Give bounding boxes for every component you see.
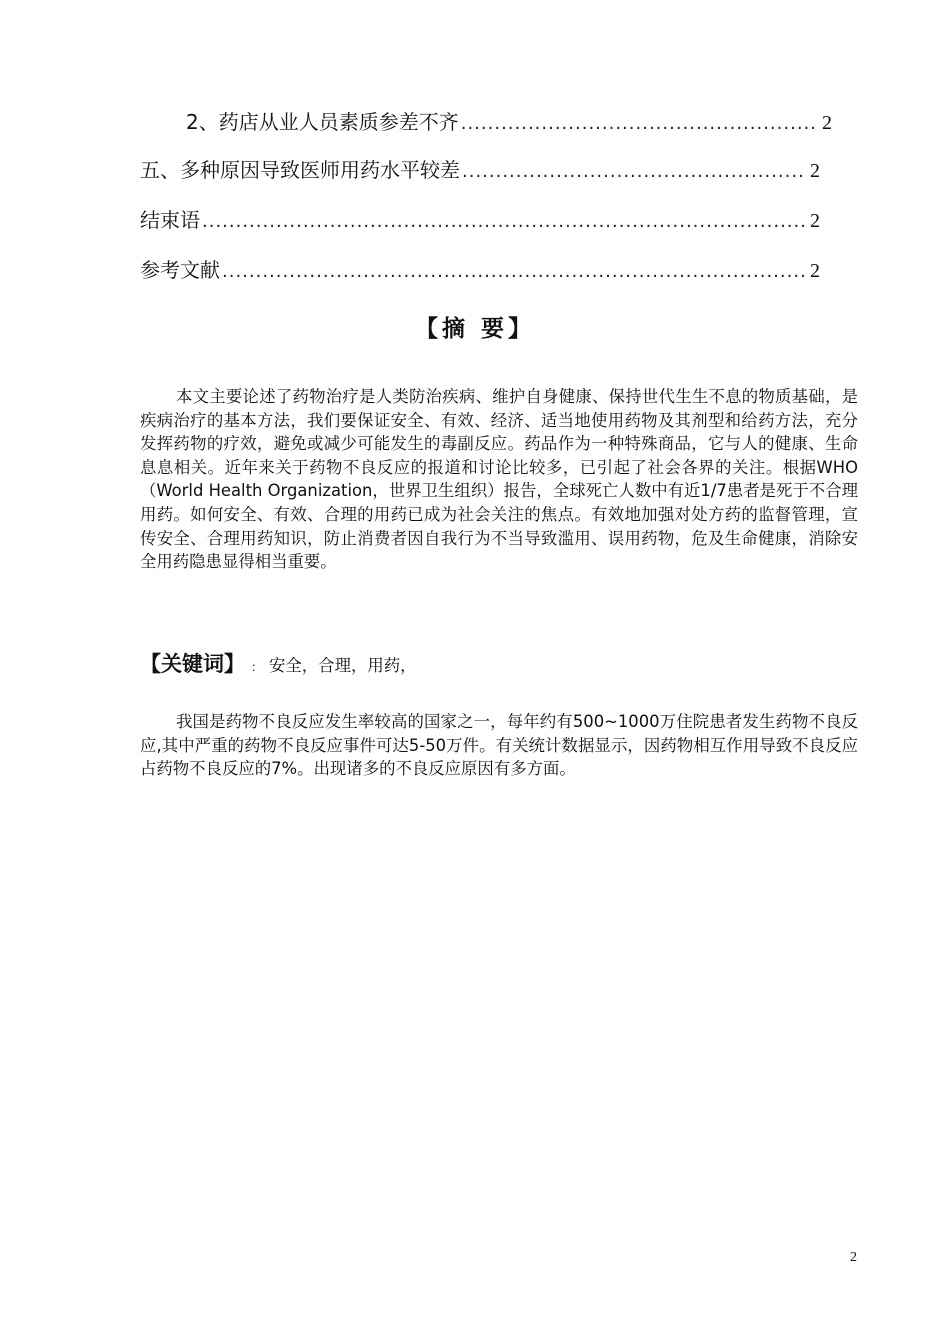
toc-entry-title: 五、多种原因导致医师用药水平较差	[140, 158, 460, 182]
toc-leader-dots	[461, 115, 818, 133]
keywords-colon: ：	[251, 660, 264, 674]
abstract-paragraph: 本文主要论述了药物治疗是人类防治疾病、维护自身健康、保持世代生生不息的物质基础，是疾病治疗的基本方法，我们要保证安全、有效、经济、适当地使用药物及其剂型和给药方法，充分发挥药物的疗效，避免或减少可能发生的毒副反应。药品作为一种特殊商品，它与人的健康、生命息息相关。近年来关于药物不良反应的报道和讨论比较多，已引起了社会各界的关注。根据WHO（World Health Organization，世界卫生组织）报告，全球死亡人数中有近1/7患者是死于不合理用药。如何安全、有效、合理的用药已成为社会关注的焦点。有效地加强对处方药的监督管理，宣传安全、合理用药知识，防止消费者因自我行为不当导致滥用、误用药物，危及生命健康，消除安全用药隐患显得相当重要。	[140, 387, 858, 572]
toc-entry-page: 2	[810, 260, 820, 282]
keywords-value: 安全，合理，用药，	[269, 656, 417, 675]
toc-leader-dots	[202, 213, 806, 231]
toc-entry-conclusion[interactable]	[140, 210, 820, 231]
toc-entry-title: 2、药店从业人员素质参差不齐	[186, 110, 459, 134]
page-number: 2	[850, 1250, 857, 1265]
keywords-line	[140, 648, 840, 678]
toc-entry-pharmacy-staff[interactable]	[186, 112, 832, 133]
toc-entry-page: 2	[810, 160, 820, 182]
toc-entry-page: 2	[822, 112, 832, 134]
toc-entry-references[interactable]	[140, 260, 820, 281]
abstract-heading: 【摘 要】	[414, 316, 535, 342]
toc-entry-title: 参考文献	[140, 258, 220, 282]
toc-entry-physician-medication[interactable]	[140, 160, 820, 181]
toc-entry-title: 结束语	[140, 208, 200, 232]
intro-paragraph: 我国是药物不良反应发生率较高的国家之一，每年约有500~1000万住院患者发生药物不良反应,其中严重的药物不良反应事件可达5-50万件。有关统计数据显示，因药物相互作用导致不良反应占药物不良反应的7%。出现诸多的不良反应原因有多方面。	[140, 712, 858, 779]
keywords-label: 【关键词】	[140, 652, 245, 676]
toc-leader-dots	[222, 263, 806, 281]
toc-leader-dots	[462, 163, 806, 181]
toc-entry-page: 2	[810, 210, 820, 232]
